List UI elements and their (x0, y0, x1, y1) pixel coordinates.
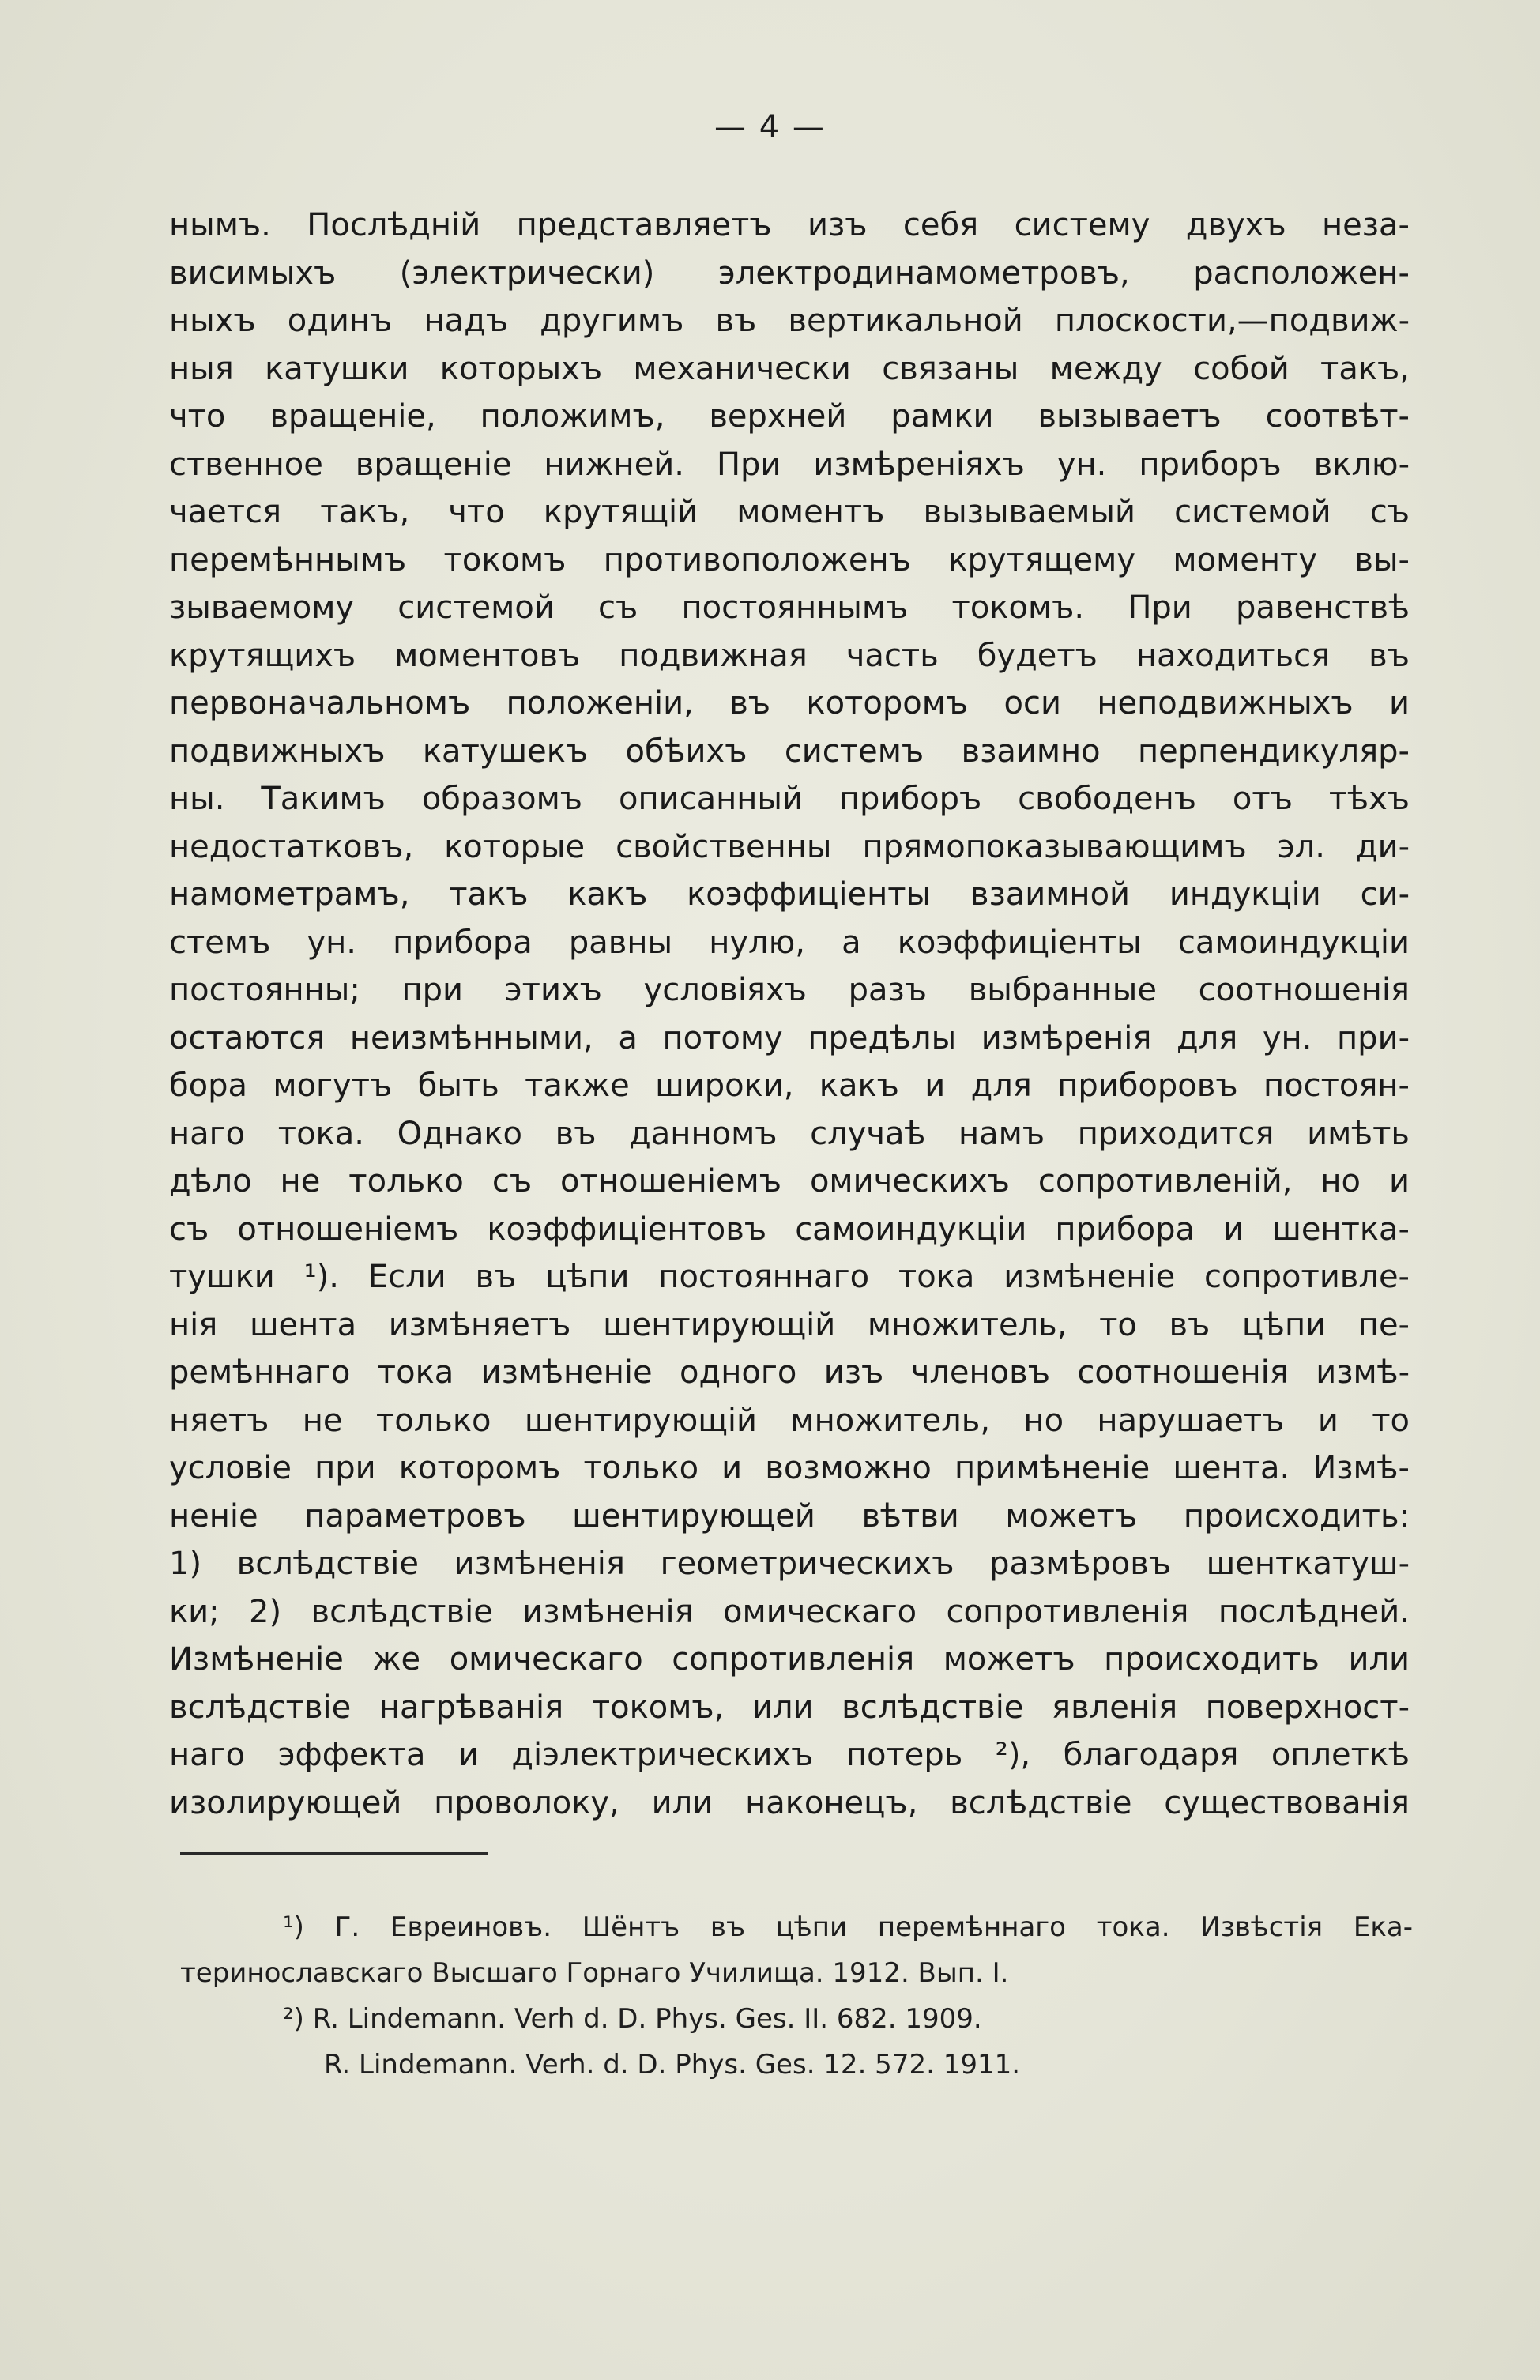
text-line: ки; 2) вслѣдствіе измѣненія омическаго сопротивленія послѣдней. (169, 1593, 1410, 1630)
text-line: няетъ не только шентирующій множитель, но нарушаетъ и то (169, 1402, 1410, 1439)
text-line: ны. Такимъ образомъ описанный приборъ свободенъ отъ тѣхъ (169, 781, 1410, 817)
text-line: нія шента измѣняетъ шентирующій множитель, то въ цѣпи пе- (169, 1306, 1410, 1343)
text-line: висимыхъ (электрически) электродинамометровъ, расположен- (169, 254, 1410, 292)
text-line: съ отношеніемъ коэффиціентовъ самоиндукціи прибора и шентка- (169, 1211, 1410, 1248)
footnote-divider (180, 1852, 488, 1855)
footnote-1-line-2: теринославскаго Высшаго Горнаго Училища. 1912. Вып. I. (180, 1957, 1009, 1989)
text-line: первоначальномъ положеніи, въ которомъ оси неподвижныхъ и (169, 685, 1410, 721)
text-line: ныхъ одинъ надъ другимъ въ вертикальной плоскости,—подвиж- (169, 303, 1410, 339)
text-line: подвижныхъ катушекъ обѣихъ системъ взаимно перпендикуляр- (169, 732, 1410, 770)
text-line: перемѣннымъ токомъ противоположенъ крутящему моменту вы- (169, 541, 1410, 578)
text-line: изолирующей проволоку, или наконецъ, вслѣдствіе существованія (169, 1784, 1410, 1821)
text-line: тушки ¹). Если въ цѣпи постояннаго тока измѣненіе сопротивле- (169, 1259, 1410, 1295)
text-line: наго тока. Однако въ данномъ случаѣ намъ приходится имѣть (169, 1115, 1410, 1152)
footnote-2-line-2: R. Lindemann. Verh. d. D. Phys. Ges. 12. 572. 1911. (324, 2049, 1021, 2081)
text-line: вслѣдствіе нагрѣванія токомъ, или вслѣдствіе явленія поверхност- (169, 1689, 1410, 1726)
text-line: ныя катушки которыхъ механически связаны между собой такъ, (169, 350, 1410, 387)
text-line: чается такъ, что крутящій моментъ вызываемый системой съ (169, 494, 1410, 530)
text-line: зываемому системой съ постояннымъ токомъ. При равенствѣ (169, 589, 1410, 626)
body-text (169, 201, 1410, 1827)
text-line: остаются неизмѣнными, а потому предѣлы измѣренія для ун. при- (169, 1019, 1410, 1056)
text-line: стемъ ун. прибора равны нулю, а коэффиціенты самоиндукціи (169, 924, 1410, 961)
text-line: условіе при которомъ только и возможно примѣненіе шента. Измѣ- (169, 1450, 1410, 1486)
text-line: крутящихъ моментовъ подвижная часть будетъ находиться въ (169, 637, 1410, 674)
footnote-1-line-1: ¹) Г. Евреиновъ. Шёнтъ въ цѣпи перемѣннаго тока. Извѣстія Ека- (283, 1911, 1413, 1943)
text-line: что вращеніе, положимъ, верхней рамки вызываетъ соотвѣт- (169, 398, 1410, 435)
text-line: наго эффекта и діэлектрическихъ потерь ²), благодаря оплеткѣ (169, 1737, 1410, 1773)
text-line: ремѣннаго тока измѣненіе одного изъ членовъ соотношенія измѣ- (169, 1354, 1410, 1391)
text-line: 1) вслѣдствіе измѣненія геометрическихъ размѣровъ шенткатуш- (169, 1546, 1410, 1582)
text-line: неніе параметровъ шентирующей вѣтви можетъ происходить: (169, 1497, 1410, 1535)
text-line: недостатковъ, которые свойственны прямопоказывающимъ эл. ди- (169, 828, 1410, 865)
page-number: — 4 — (714, 109, 826, 145)
footnotes (180, 1904, 1413, 2088)
text-line: ственное вращеніе нижней. При измѣреніяхъ ун. приборъ вклю- (169, 446, 1410, 483)
text-line: Измѣненіе же омическаго сопротивленія можетъ происходить или (169, 1641, 1410, 1678)
text-line: нымъ. Послѣдній представляетъ изъ себя систему двухъ неза- (169, 207, 1410, 243)
text-line: намометрамъ, такъ какъ коэффиціенты взаимной индукціи си- (169, 876, 1410, 913)
text-line: бора могутъ быть также широки, какъ и для приборовъ постоян- (169, 1068, 1410, 1104)
text-line: дѣло не только съ отношеніемъ омическихъ сопротивленій, но и (169, 1163, 1410, 1199)
text-line: постоянны; при этихъ условіяхъ разъ выбранные соотношенія (169, 972, 1410, 1008)
footnote-2-line-1: ²) R. Lindemann. Verh d. D. Phys. Ges. II. 682. 1909. (283, 2003, 982, 2035)
